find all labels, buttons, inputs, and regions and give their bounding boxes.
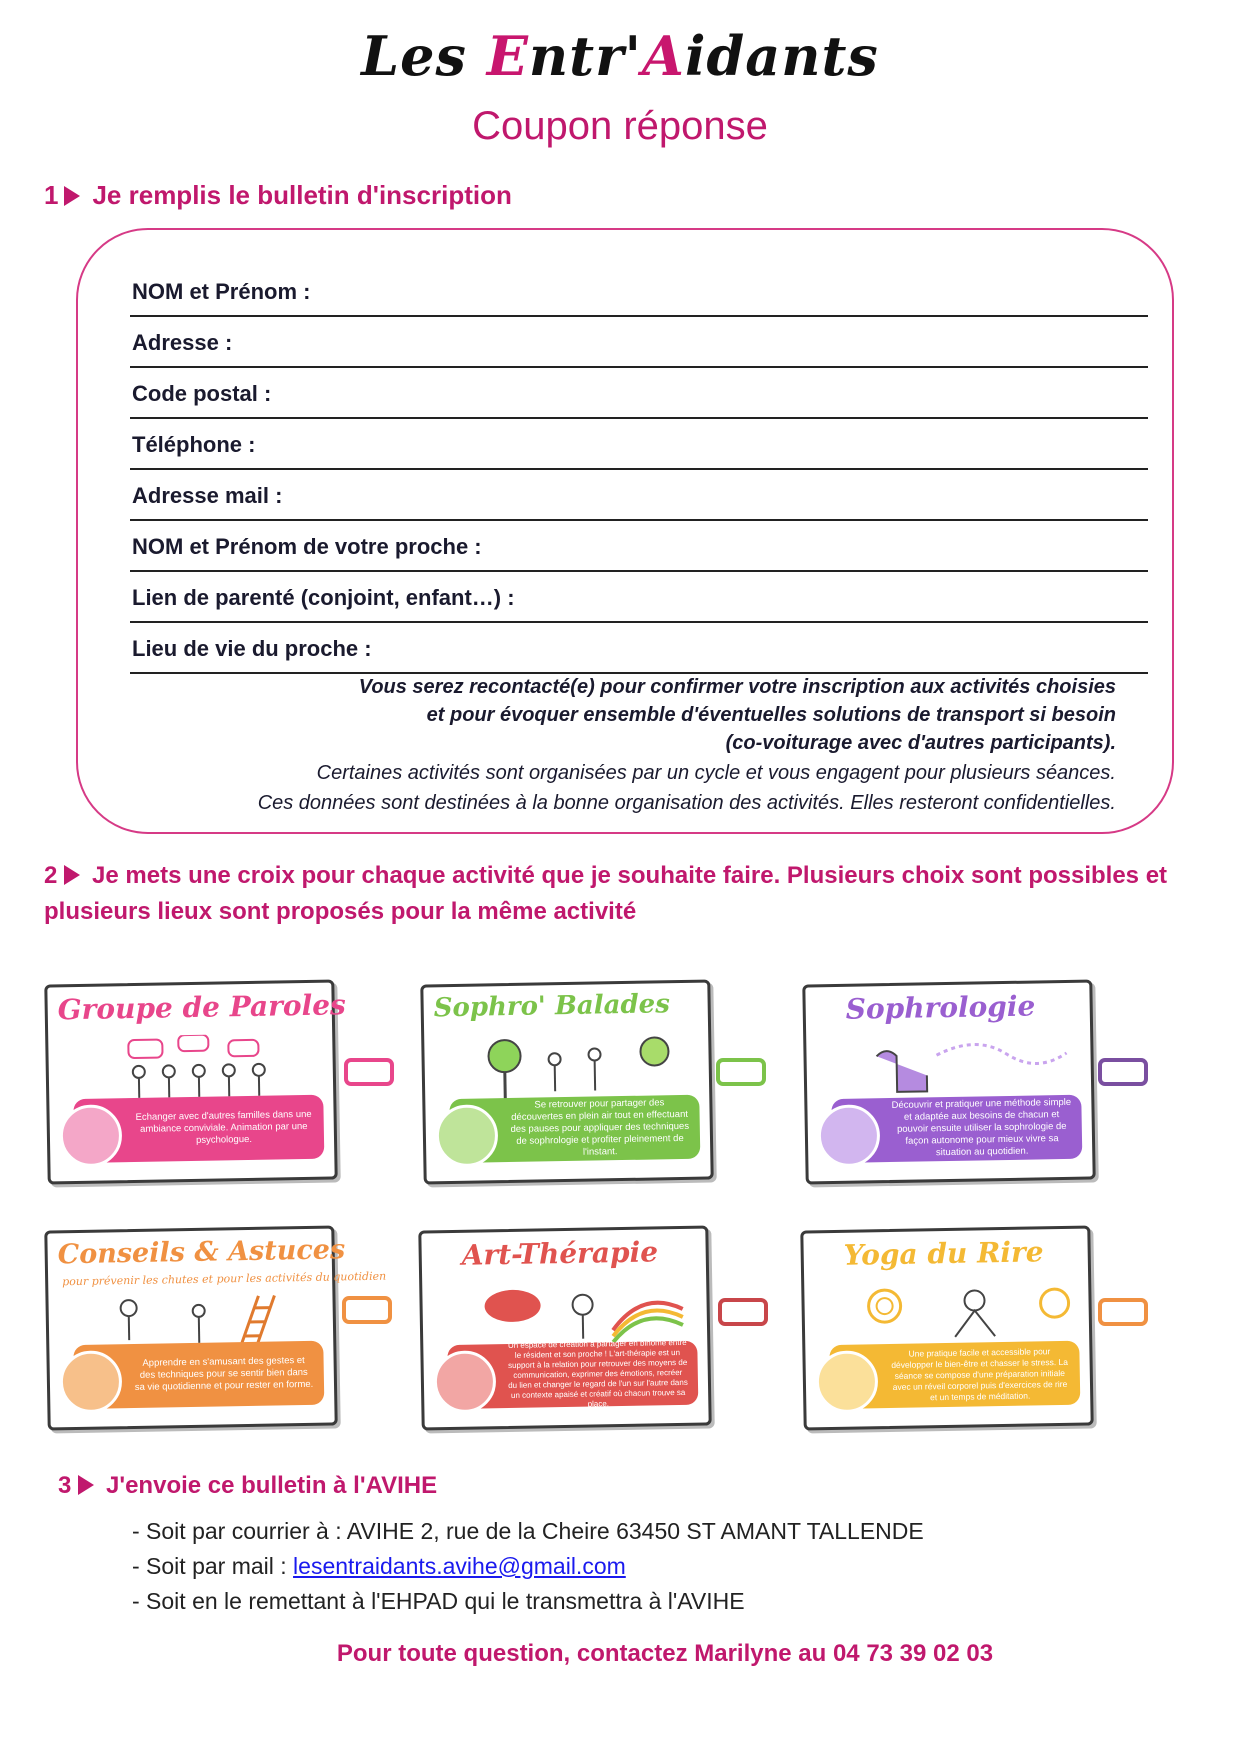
page-title: Les Entr'Aidants	[361, 24, 879, 88]
field-lieu-vie[interactable]: Lieu de vie du proche :	[130, 623, 1148, 674]
field-adresse-mail[interactable]: Adresse mail :	[130, 470, 1148, 521]
note-covoiturage: (co-voiturage avec d'autres participants).	[725, 732, 1116, 754]
checkbox-conseils-astuces[interactable]	[342, 1296, 392, 1324]
activity-card-sophrologie: Sophrologie Découvrir et pratiquer une méthode simple et adaptée aux besoins de chacun et pouvoir ensuite utiliser la sophrologie de façon autonome pour mieux vivre sa situation au quotidien.	[802, 979, 1095, 1184]
field-lien-parente[interactable]: Lien de parenté (conjoint, enfant…) :	[130, 572, 1148, 623]
send-by-mail: - Soit par mail : lesentraidants.avihe@gmail.com	[132, 1553, 626, 1579]
activity-card-art-therapie: Art-Thérapie Un espace de création à partager en binôme entre le résident et son proche ! L'art-thérapie est un support à la relation pour retrouver des moyens de communication, exprimer des émotions, recréer du lien et changer le regard de l'un sur l'autre dans un contexte apaisé et créatif où chacun trouve sa place.	[418, 1225, 711, 1430]
section2-heading: 2 Je mets une croix pour chaque activité que je souhaite faire. Plusieurs choix sont possibles et plusieurs lieux sont proposés pour la même activité	[44, 862, 1168, 925]
checkbox-sophrologie[interactable]	[1098, 1058, 1148, 1086]
note-recontact: Vous serez recontacté(e) pour confirmer votre inscription aux activités choisies	[358, 676, 1116, 698]
field-telephone[interactable]: Téléphone :	[130, 419, 1148, 470]
contact-footer: Pour toute question, contactez Marilyne au 04 73 39 02 03	[336, 1640, 994, 1667]
activity-card-groupe-paroles: Groupe de Paroles Echanger avec d'autres familles dans une ambiance conviviale. Animation par une psychologue.	[44, 979, 337, 1184]
speech-bubbles-illustration	[108, 1033, 309, 1102]
activity-card-conseils-astuces: Conseils & Astuces pour prévenir les chutes et pour les activités du quotidien Apprendre en s'amusant des gestes et des techniques pour se sentir bien dans sa vie quotidienne et pour rester en forme.	[44, 1225, 337, 1430]
laughing-yoga-illustration	[864, 1279, 1075, 1349]
activity-card-yoga-rire: Yoga du Rire Une pratique facile et accessible pour développer le bien-être et chasser le stress. La séance se compose d'une préparation initiale avec un réveil corporel puis d'exercices de rire et un temps de méditation.	[800, 1225, 1093, 1430]
activity-card-sophro-balades: Sophro' Balades Se retrouver pour partager des découvertes en plein air tout en effectuant des pauses pour appliquer des techniques de sophrologie et profiter pleinement de l'instant.	[420, 979, 713, 1184]
checkbox-sophro-balades[interactable]	[716, 1058, 766, 1086]
note-cycle: Certaines activités sont organisées par un cycle et vous engagent pour plusieurs séances.	[316, 762, 1116, 784]
checkbox-art-therapie[interactable]	[718, 1298, 768, 1326]
arrow-right-icon	[64, 865, 80, 885]
arrow-right-icon	[78, 1475, 94, 1495]
field-code-postal[interactable]: Code postal :	[130, 368, 1148, 419]
arrow-right-icon	[64, 186, 80, 206]
armchair-relax-illustration	[866, 1033, 1077, 1103]
checkbox-groupe-paroles[interactable]	[344, 1058, 394, 1086]
field-nom-proche[interactable]: NOM et Prénom de votre proche :	[130, 521, 1148, 572]
send-via-ehpad: - Soit en le remettant à l'EHPAD qui le transmettra à l'AVIHE	[132, 1588, 745, 1614]
tree-walk-illustration	[484, 1033, 685, 1102]
checkbox-yoga-rire[interactable]	[1098, 1298, 1148, 1326]
note-confidential: Ces données sont destinées à la bonne organisation des activités. Elles resteront confidentielles.	[257, 792, 1116, 814]
send-by-post: - Soit par courrier à : AVIHE 2, rue de la Cheire 63450 ST AMANT TALLENDE	[132, 1518, 924, 1544]
section1-heading: 1 Je remplis le bulletin d'inscription	[44, 180, 512, 210]
note-transport: et pour évoquer ensemble d'éventuelles solutions de transport si besoin	[426, 704, 1116, 726]
email-link[interactable]: lesentraidants.avihe@gmail.com	[293, 1553, 626, 1579]
page-subtitle: Coupon réponse	[472, 104, 768, 148]
section3-heading: 3 J'envoie ce bulletin à l'AVIHE	[58, 1472, 438, 1499]
field-nom-prenom[interactable]: NOM et Prénom :	[130, 266, 1148, 317]
field-adresse[interactable]: Adresse :	[130, 317, 1148, 368]
